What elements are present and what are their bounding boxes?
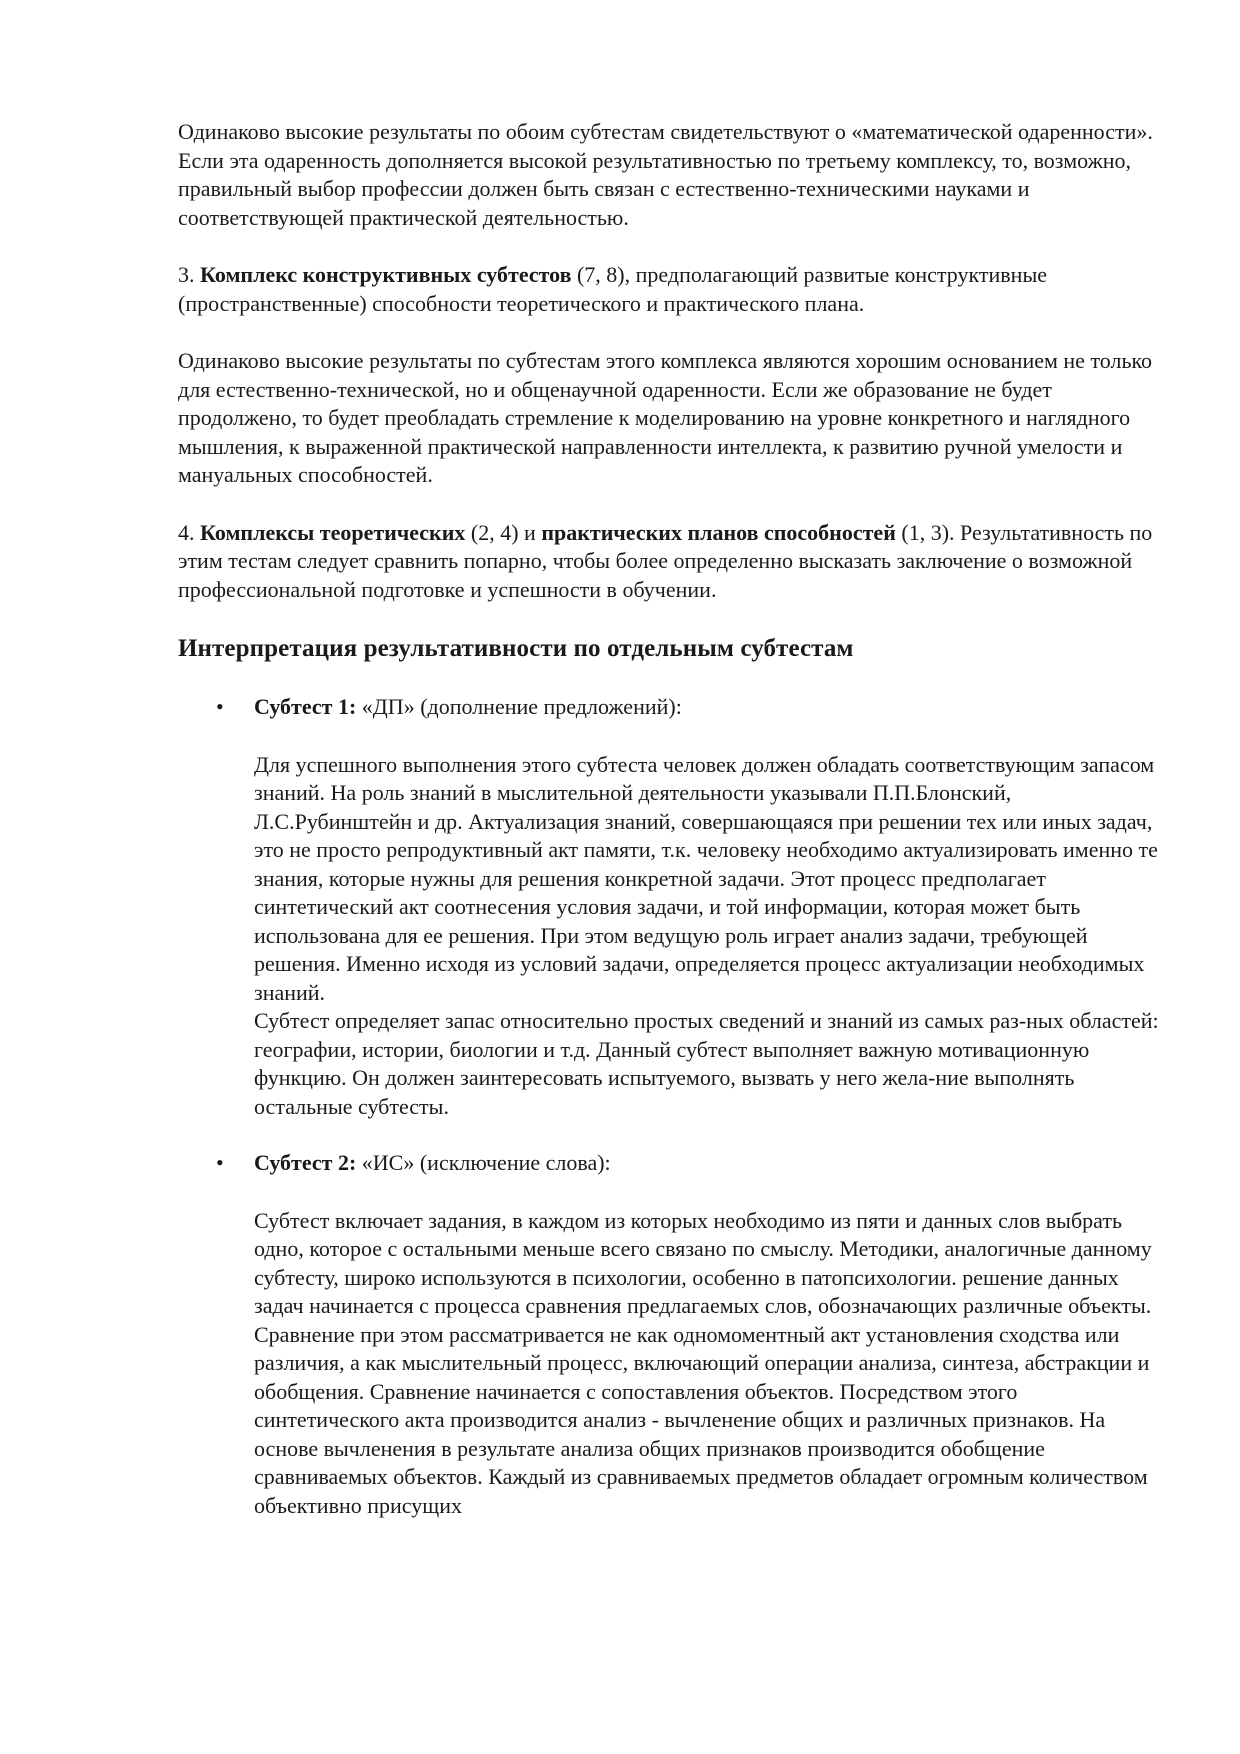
- document-page: [178, 118, 1168, 1548]
- subtest-label: Субтест 2:: [254, 1150, 357, 1175]
- subtest-body: [254, 1207, 1168, 1521]
- paragraph-text: (7, 8), предполагающий развитые конструктивные (пространственные) способности теоретического и практического плана.: [178, 262, 1047, 316]
- paragraph-constructive-complex: [178, 261, 1168, 318]
- subtest-body: [254, 751, 1168, 1122]
- paragraph-constructive-results: Одинаково высокие результаты по субтестам этого комплекса являются хорошим основанием не только для естественно-технической, но и общенаучной одаренности. Если же образование не будет продолжено, то будет преобладать стремление к моделированию на уровне конкретного и наглядного мышления, к выраженной практической направленности интеллекта, к развитию ручной умелости и мануальных способностей.: [178, 348, 1153, 487]
- list-item-subtest-1: [178, 693, 1168, 1121]
- bold-term: практических планов способностей: [541, 519, 896, 545]
- subtest-heading: [254, 693, 1168, 722]
- paragraph-text: (2, 4) и: [465, 519, 542, 545]
- bold-term: Комплекс конструктивных субтестов: [200, 262, 572, 287]
- paragraph-number: 3.: [178, 262, 200, 287]
- bold-term: Комплексы теоретических: [200, 519, 466, 545]
- paragraph-theoretical-practical: [178, 519, 1168, 605]
- paragraph-number: 4.: [178, 519, 200, 545]
- subtest-text: Субтест определяет запас относительно простых сведений и знаний из самых раз-ных областей: географии, истории, биологии и т.д. Данный субтест выполняет важную мотивационную функцию. Он должен заинтересовать испытуемого, вызвать у него жела-ние выполнять остальные субтесты.: [254, 1008, 1159, 1119]
- section-heading: Интерпретация результативности по отдельным субтестам: [178, 635, 854, 662]
- subtest-list: [178, 693, 1168, 1520]
- paragraph-text: (1, 3). Результативность по этим тестам следует сравнить попарно, чтобы более определенно высказать заключение о возможной профессиональной подготовке и успешности в обучении.: [178, 519, 1153, 602]
- paragraph-math-giftedness: Одинаково высокие результаты по обоим субтестам свидетельствуют о «математической одаренности». Если эта одаренность дополняется высокой результативностью по третьему комплексу, то, возможно, правильный выбор профессии должен быть связан с естественно-техническими науками и соответствующей практической деятельностью.: [178, 119, 1153, 230]
- subtest-title: «ИС» (исключение слова):: [356, 1150, 611, 1175]
- list-item-subtest-2: [178, 1149, 1168, 1520]
- bullet-icon: •: [216, 694, 224, 719]
- subtest-text: Для успешного выполнения этого субтеста человек должен обладать соответствующим запасом знаний. На роль знаний в мыслительной деятельности указывали П.П.Блонский, Л.С.Рубинштейн и др. Актуализация знаний, совершающаяся при решении тех или иных задач, это не просто репродуктивный акт памяти, т.к. человеку необходимо актуализировать именно те знания, которые нужны для решения конкретной задачи. Этот процесс предполагает синтетический акт соотнесения условия задачи, и той информации, которая может быть использована для ее решения. При этом ведущую роль играет анализ задачи, требующей решения. Именно исходя из условий задачи, определяется процесс актуализации необходимых знаний.: [254, 751, 1158, 1005]
- subtest-title: «ДП» (дополнение предложений):: [356, 694, 682, 719]
- subtest-label: Субтест 1:: [254, 694, 357, 719]
- subtest-heading: [254, 1149, 1168, 1178]
- subtest-text: Субтест включает задания, в каждом из которых необходимо из пяти и данных слов выбрать одно, которое с остальными меньше всего связано по смыслу. Методики, аналогичные данному субтесту, широко используются в психологии, особенно в патопсихологии. решение данных задач начинается с процесса сравнения предлагаемых слов, обозначающих различные объекты. Сравнение при этом рассматривается не как одномоментный акт установления сходства или различия, а как мыслительный процесс, включающий операции анализа, синтеза, абстракции и обобщения. Сравнение начинается с сопоставления объектов. Посредством этого синтетического акта производится анализ - вычленение общих и различных признаков. На основе вычленения в результате анализа общих признаков производится обобщение сравниваемых объектов. Каждый из сравниваемых предметов обладает огромным количеством объективно присущих: [254, 1207, 1152, 1518]
- bullet-icon: •: [216, 1150, 224, 1175]
